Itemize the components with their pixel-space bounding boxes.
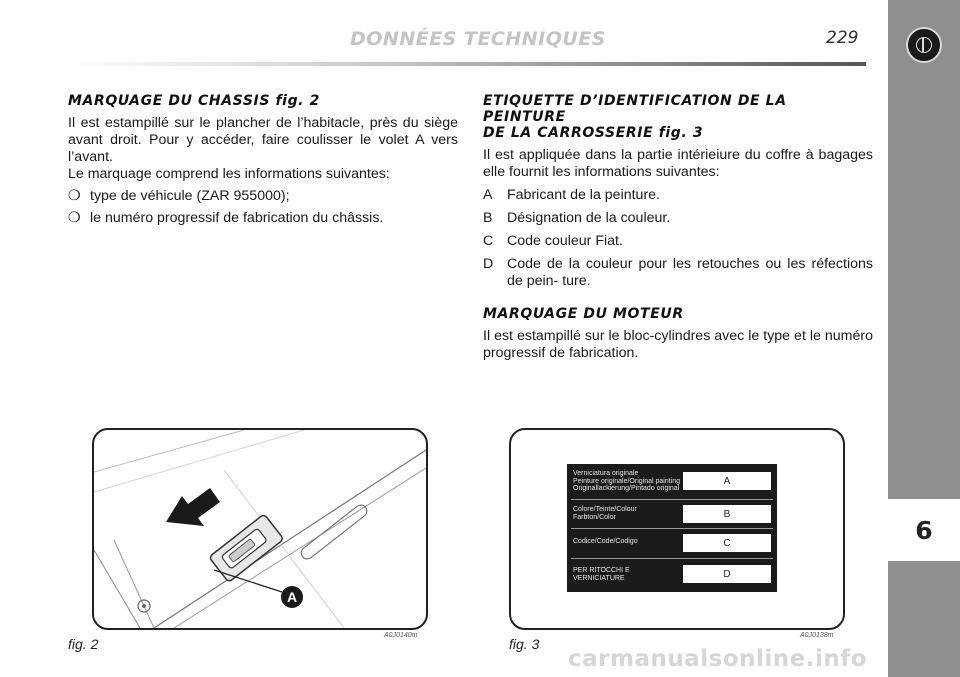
engine-paragraph: Il est estampillé sur le bloc-cylindres avec le type et le numéro progressif de fabrication. [483, 328, 873, 361]
right-column [483, 93, 873, 362]
label-row-text: Codice/Code/Codigo [573, 538, 638, 545]
item-letter: A [483, 187, 493, 203]
label-box-b: B [683, 505, 771, 523]
item-text: Fabricant de la peinture. [507, 187, 661, 203]
figure-2-caption: fig. 2 [68, 636, 99, 652]
label-box-c: C [683, 534, 771, 552]
bullet-circle-icon: ❍ [68, 210, 81, 226]
figure-3-code: A0J0138m [800, 632, 834, 639]
list-item [483, 187, 873, 204]
label-row-text: PER RITOCCHI E VERNICIATURE [573, 567, 630, 582]
callout-a: A [286, 589, 298, 605]
chassis-paragraph-2: Le marquage comprend les informations suivantes: [68, 166, 390, 182]
watermark: carmanualsonline.info [568, 646, 868, 672]
list-item [483, 256, 873, 290]
paint-label-heading-line-2: DE LA CARROSSERIE fig. 3 [483, 125, 704, 141]
engine-heading: MARQUAGE DU MOTEUR [483, 306, 684, 322]
chassis-floor-drawing [94, 430, 426, 628]
chassis-heading: MARQUAGE DU CHASSIS fig. 2 [68, 93, 320, 109]
list-item [483, 233, 873, 250]
list-item-text: type de véhicule (ZAR 955000); [90, 188, 290, 204]
item-text: Code de la couleur pour les retouches ou les réfections de pein- ture. [507, 256, 873, 289]
label-box-d: D [683, 565, 771, 583]
figure-2-chassis-illustration [92, 428, 428, 630]
item-text: Désignation de la couleur. [507, 210, 671, 226]
list-item [68, 210, 458, 227]
header-rule [68, 62, 866, 66]
paint-label-heading-line-1: ETIQUETTE D’IDENTIFICATION DE LA PEINTURE [483, 93, 787, 125]
item-text: Code couleur Fiat. [507, 233, 623, 249]
bullet-circle-icon: ❍ [68, 188, 81, 204]
page-number: 229 [826, 28, 859, 48]
paint-identification-label [567, 464, 777, 592]
figure-2-code: A0J0140m [384, 632, 418, 639]
chapter-side-tab [888, 0, 960, 677]
list-item [68, 188, 458, 205]
item-letter: B [483, 210, 493, 226]
list-item-text: le numéro progressif de fabrication du châssis. [90, 210, 384, 226]
paint-label-paragraph: Il est appliquée dans la partie intérieiure du coffre à bagages elle fournit les informations suivantes: [483, 147, 873, 180]
label-row-text: Verniciatura originale Peinture originale/Original painting Originallackierung/Pintado original [573, 470, 681, 492]
chapter-number: 6 [888, 499, 960, 561]
left-column [68, 93, 458, 227]
brand-logo-icon [906, 27, 942, 63]
list-item [483, 210, 873, 227]
item-letter: C [483, 233, 494, 249]
label-box-a: A [683, 472, 771, 490]
item-letter: D [483, 256, 494, 272]
figure-3-caption: fig. 3 [509, 636, 540, 652]
page-title: DONNÉES TECHNIQUES [350, 28, 606, 50]
figure-3-paint-label [509, 428, 845, 630]
label-row-text: Colore/Teinte/Colour Farbton/Color [573, 506, 637, 521]
chassis-paragraph: Il est estampillé sur le plancher de l’habitacle, près du siège avant droit. Pour y accéder, faire coulisser le volet A vers l’avant. [68, 115, 458, 165]
